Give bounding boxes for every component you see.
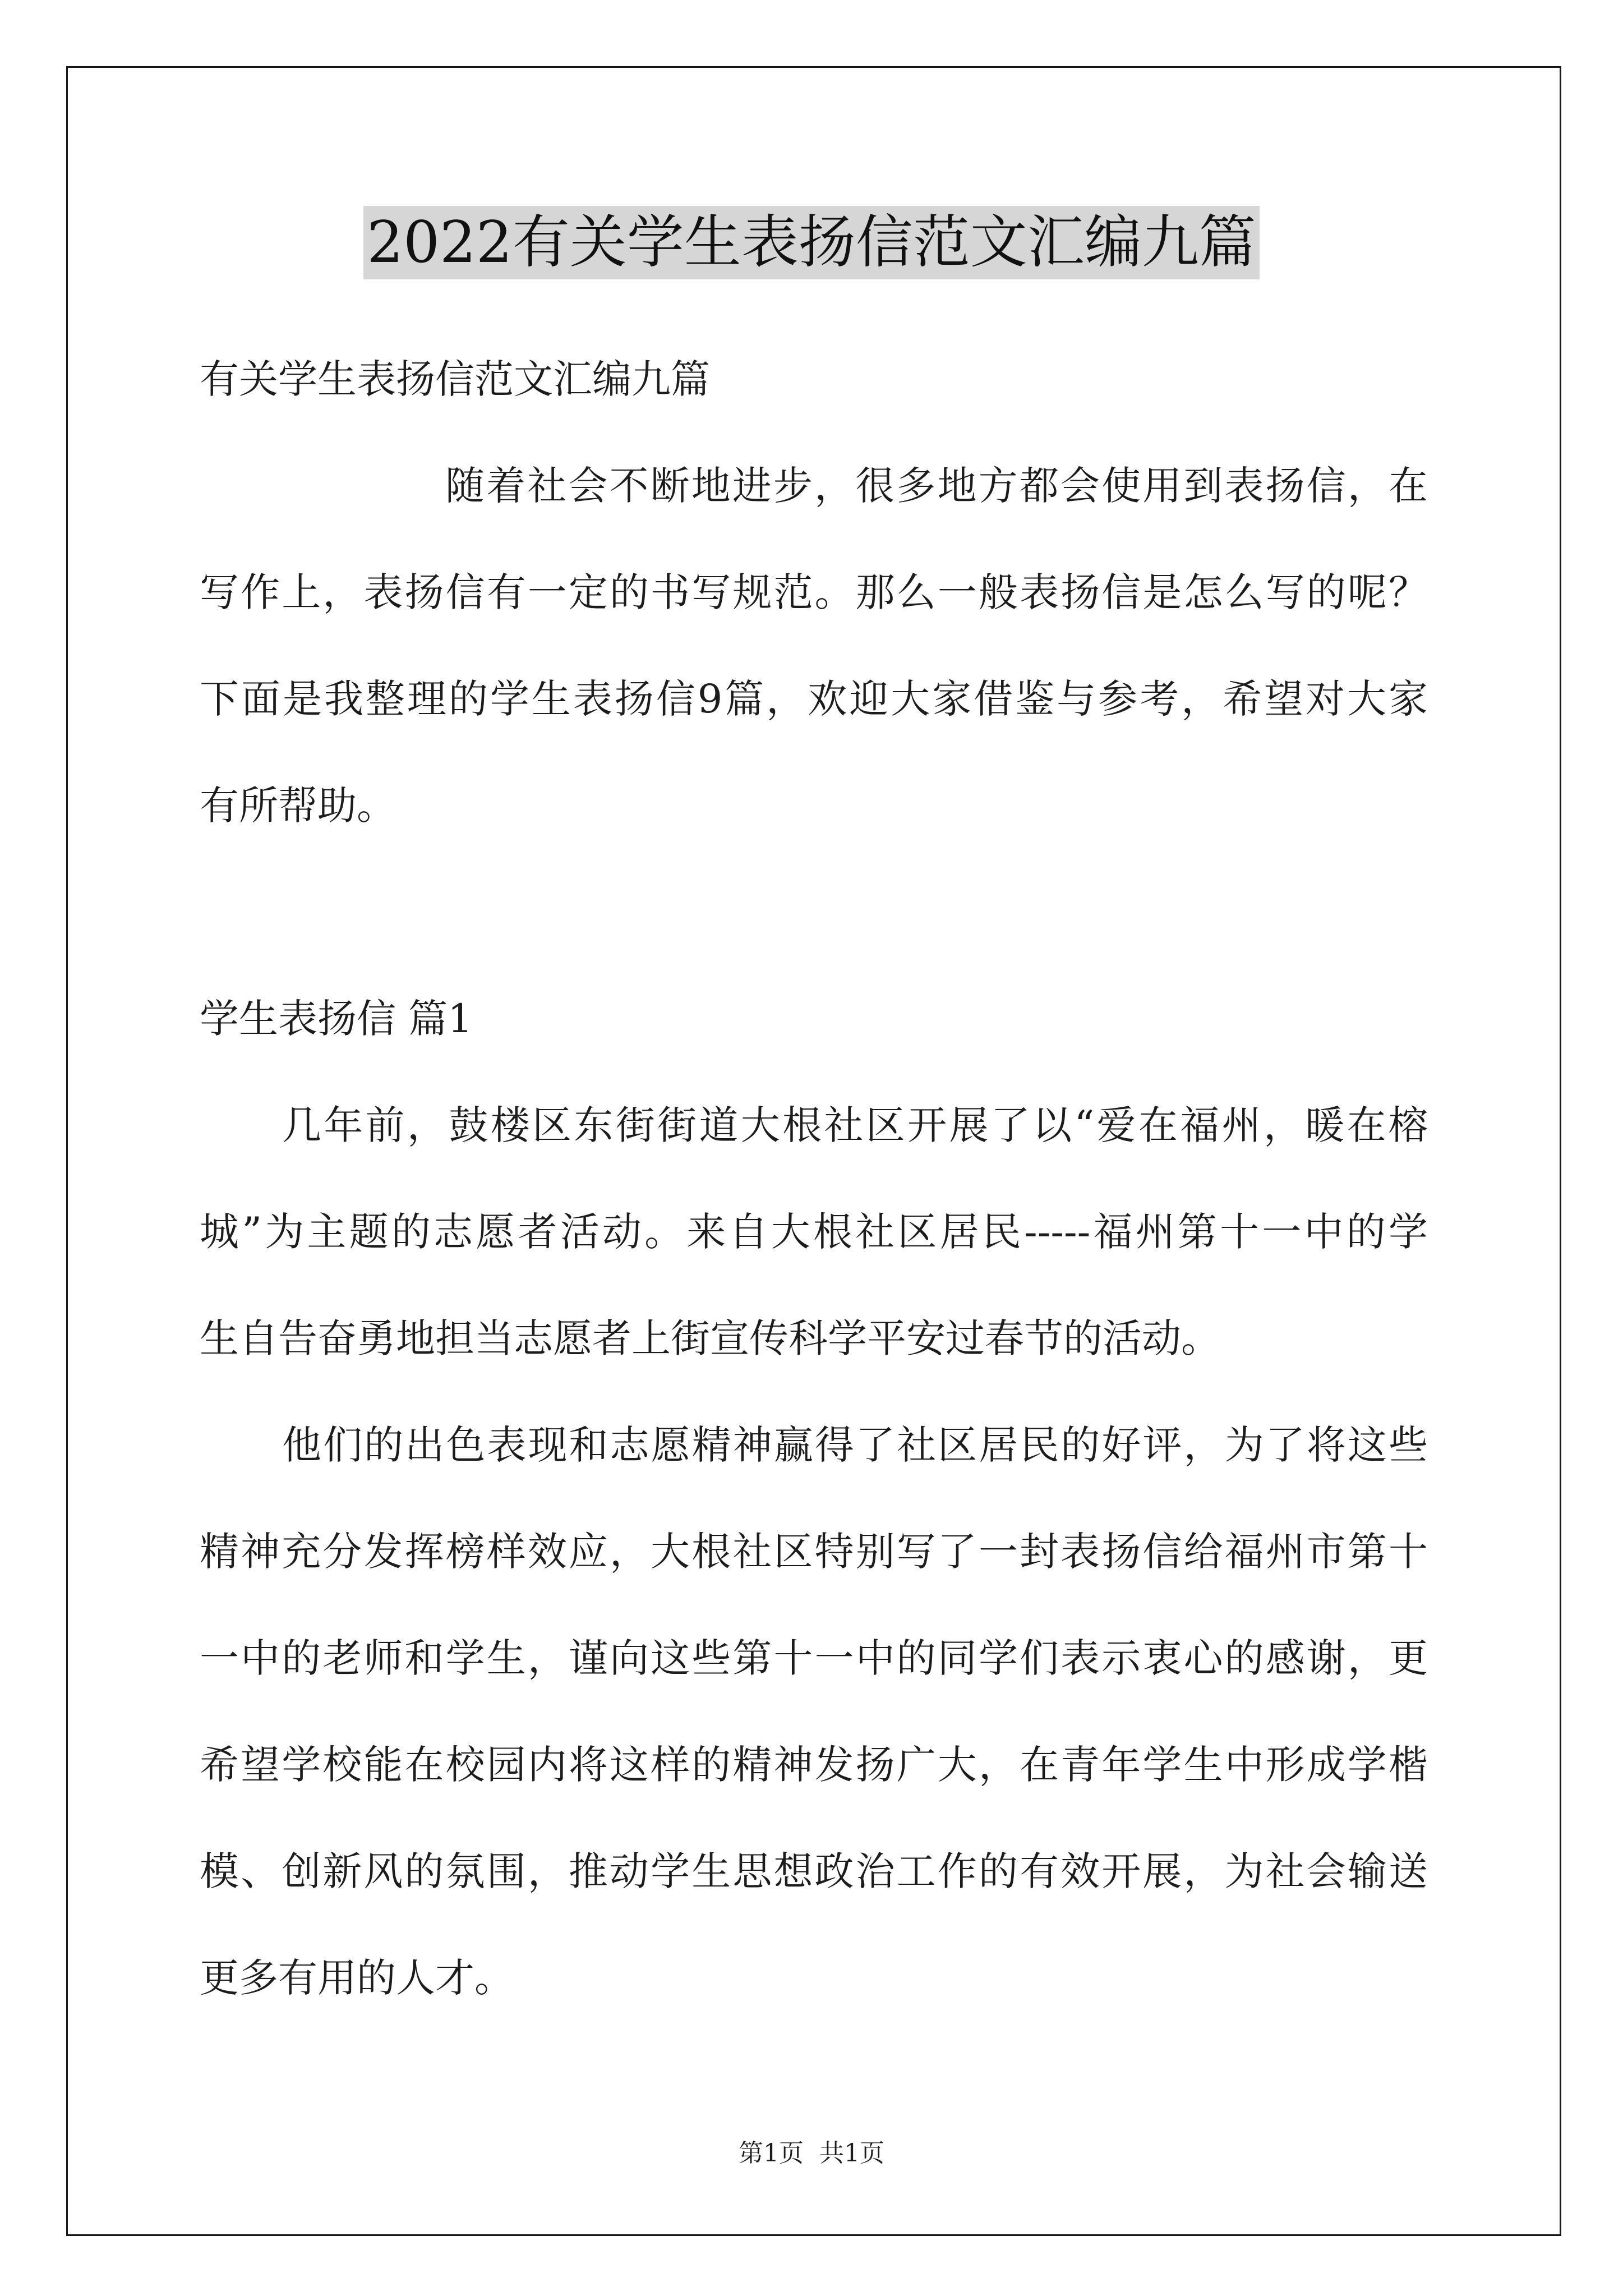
paragraph-line: 写作上，表扬信有一定的书写规范。那么一般表扬信是怎么写的呢？ <box>200 569 1428 615</box>
blank-line <box>200 859 1428 965</box>
page-number-footer: 第1页 共1页 <box>739 2139 884 2168</box>
paragraph-line: 希望学校能在校园内将这样的精神发扬广大，在青年学生中形成学楷 <box>200 1742 1428 1788</box>
paragraph-line: 他们的出色表现和志愿精神赢得了社区居民的好评，为了将这些 <box>282 1422 1428 1468</box>
section-paragraph-2 <box>200 1392 1428 2031</box>
paragraph-line: 精神充分发挥榜样效应，大根社区特别写了一封表扬信给福州市第十 <box>200 1529 1428 1575</box>
document-title: 2022有关学生表扬信范文汇编九篇 <box>363 206 1260 279</box>
paragraph-line: 下面是我整理的学生表扬信9篇，欢迎大家借鉴与参考，希望对大家 <box>200 676 1428 722</box>
paragraph-line: 几年前，鼓楼区东街街道大根社区开展了以“爱在福州，暖在榕 <box>282 1102 1428 1148</box>
section-paragraph-1 <box>200 1072 1428 1392</box>
paragraph-line: 城”为主题的志愿者活动。来自大根社区居民-----福州第十一中的学 <box>200 1209 1428 1255</box>
paragraph-line: 一中的老师和学生，谨向这些第十一中的同学们表示衷心的感谢，更 <box>200 1635 1428 1681</box>
document-body <box>200 326 1428 2031</box>
title-container <box>0 206 1623 279</box>
paragraph-line: 生自告奋勇地担当志愿者上街宣传科学平安过春节的活动。 <box>200 1315 1220 1361</box>
document-subtitle: 有关学生表扬信范文汇编九篇 <box>200 356 710 402</box>
paragraph-line: 有所帮助。 <box>200 783 396 829</box>
section-heading: 学生表扬信 篇1 <box>200 996 473 1042</box>
paragraph-line: 更多有用的人才。 <box>200 1955 514 2001</box>
intro-paragraph <box>200 432 1428 859</box>
paragraph-line: 随着社会不断地进步，很多地方都会使用到表扬信，在 <box>445 463 1428 509</box>
paragraph-line: 模、创新风的氛围，推动学生思想政治工作的有效开展，为社会输送 <box>200 1848 1428 1894</box>
